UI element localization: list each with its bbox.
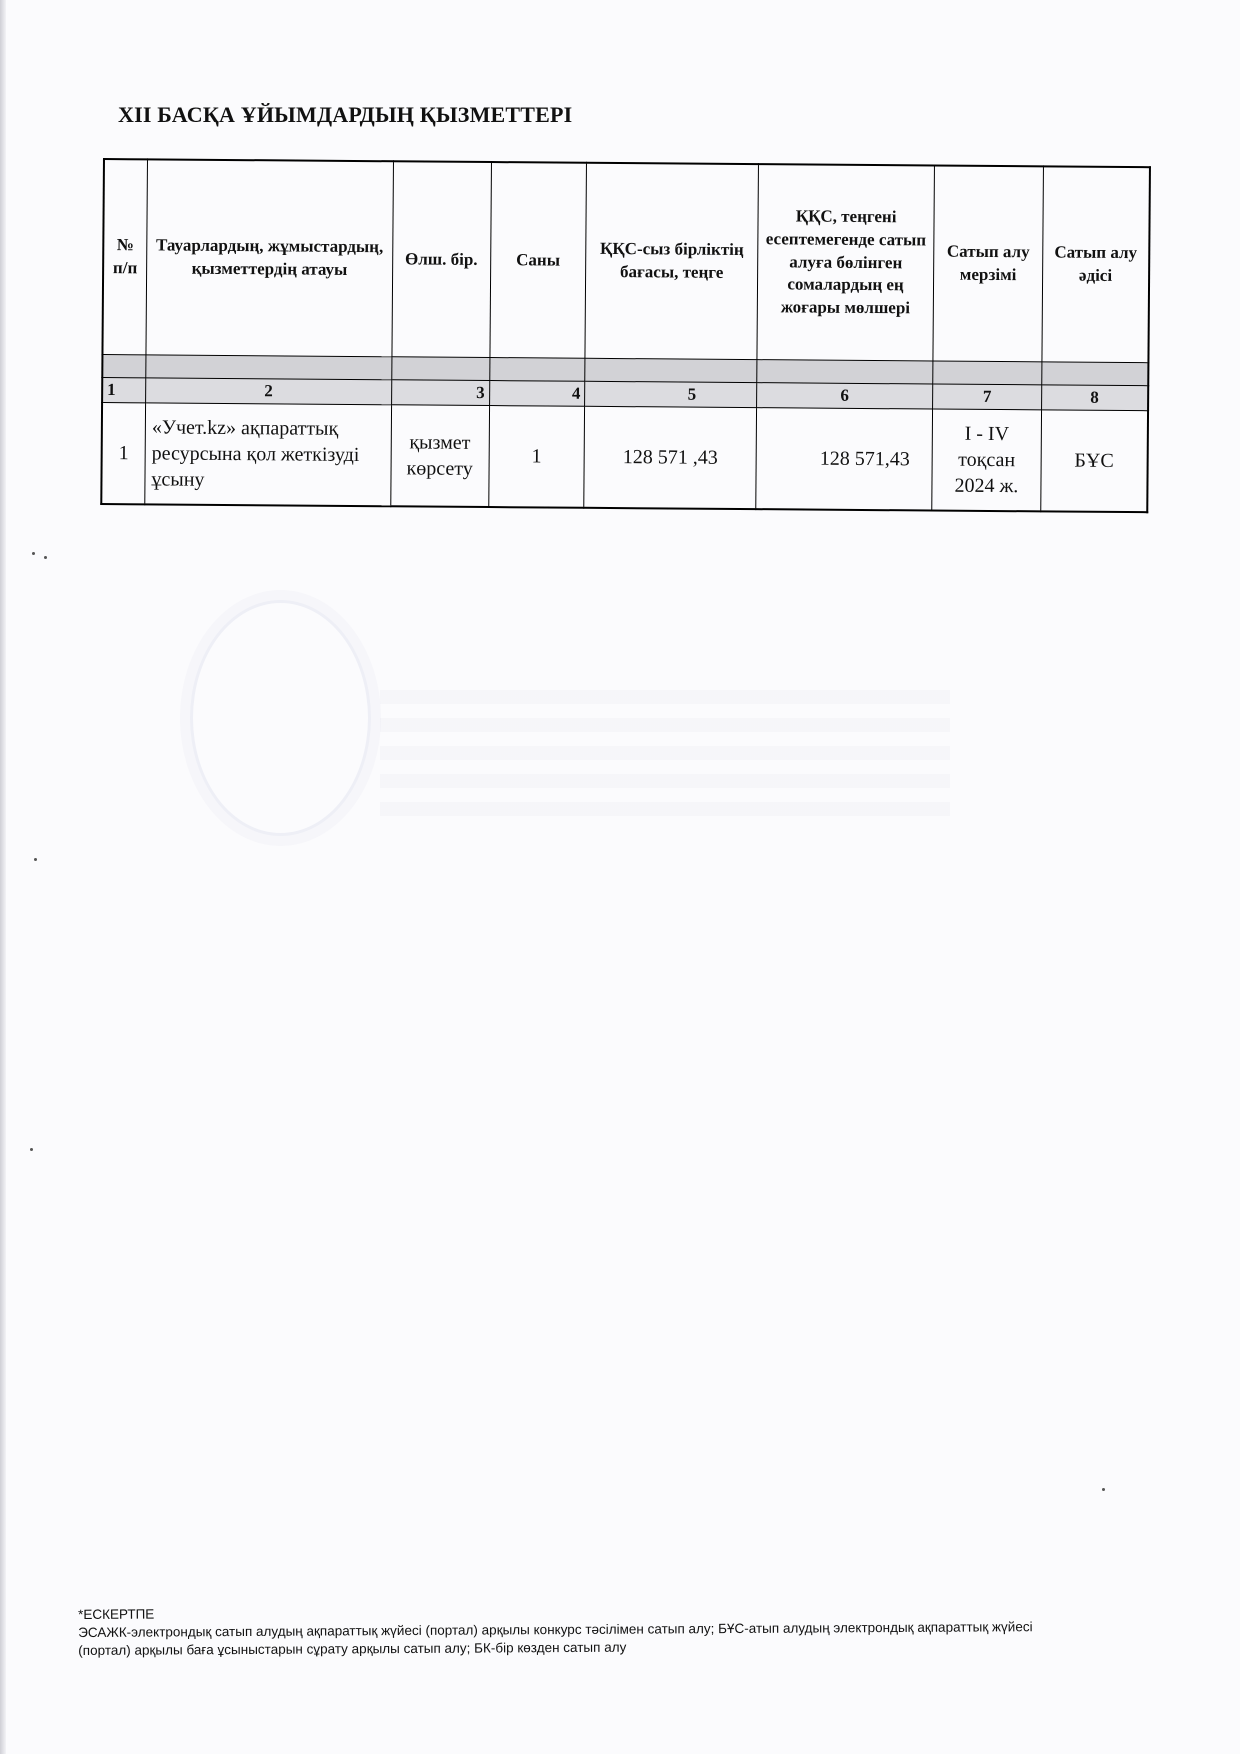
page-edge [0,0,6,1754]
column-number: 2 [146,378,392,405]
blank-cell [391,357,489,381]
header-method: Сатып алу әдісі [1042,166,1150,362]
procurement-table [100,158,1151,513]
table-row [101,403,1148,513]
blank-cell [102,355,146,378]
footnote-text: ЭСАЖК-электрондық сатып алудың ақпараттық жүйесі (портал) арқылы конкурс тәсілімен сатып алу; БҰС-атып алудың электрондық ақпараттық жүйесі (портал) арқылы баға ұсыныстарын сұрату арқылы сатып алу; БК-бір көзден сатып алу [78,1619,1033,1659]
header-period: Сатып алу мерзімі [933,166,1043,362]
section-title: XII БАСҚА ҰЙЫМДАРДЫҢ ҚЫЗМЕТТЕРІ [118,102,573,127]
header-quantity: Саны [489,162,586,358]
column-number: 4 [489,381,585,407]
scan-speck [1102,1488,1105,1491]
procurement-table-wrapper [100,158,1151,513]
scan-speck [32,552,35,555]
column-number: 8 [1041,385,1148,411]
blank-cell [585,358,757,382]
scan-speck [34,858,37,861]
item-unit-price: 128 571 ,43 [584,406,757,509]
header-max-amount: ҚҚС, теңгені есептемегенде сатып алуға бөлінген сомалардың ең жоғары мөлшері [757,164,935,361]
column-number: 1 [102,378,146,403]
footnote [78,1600,1078,1661]
footnote-heading: *ЕСКЕРТПЕ [78,1606,155,1622]
column-number: 5 [585,381,757,407]
item-period: I - IV тоқсан 2024 ж. [932,409,1042,511]
scan-speck [44,556,47,559]
header-name: Тауарлардың, жұмыстардың, қызметтердің атауы [146,159,393,356]
row-number: 1 [101,403,145,505]
column-number: 6 [757,383,933,409]
item-max-amount: 128 571,43 [756,408,933,511]
header-unit: Өлш. бір. [392,161,491,357]
item-quantity: 1 [488,406,584,508]
column-number: 3 [391,380,489,406]
blank-cell [757,360,933,384]
blank-cell [146,355,392,380]
item-name: «Учет.kz» ақпараттық ресурсына қол жеткізуді ұсыну [145,403,392,506]
blank-cell [933,361,1042,385]
blank-cell [1042,362,1149,386]
item-method: БҰС [1041,410,1148,512]
column-number: 7 [933,384,1042,410]
blank-cell [489,358,585,382]
header-row [102,159,1150,363]
header-unit-price: ҚҚС-сыз бірліктің бағасы, теңге [585,163,758,360]
item-unit: қызмет көрсету [390,405,489,507]
faded-bleed-through-text [380,690,950,820]
scan-speck [30,1148,33,1151]
header-number: № п/п [102,159,147,355]
faded-stamp-seal [190,600,371,836]
